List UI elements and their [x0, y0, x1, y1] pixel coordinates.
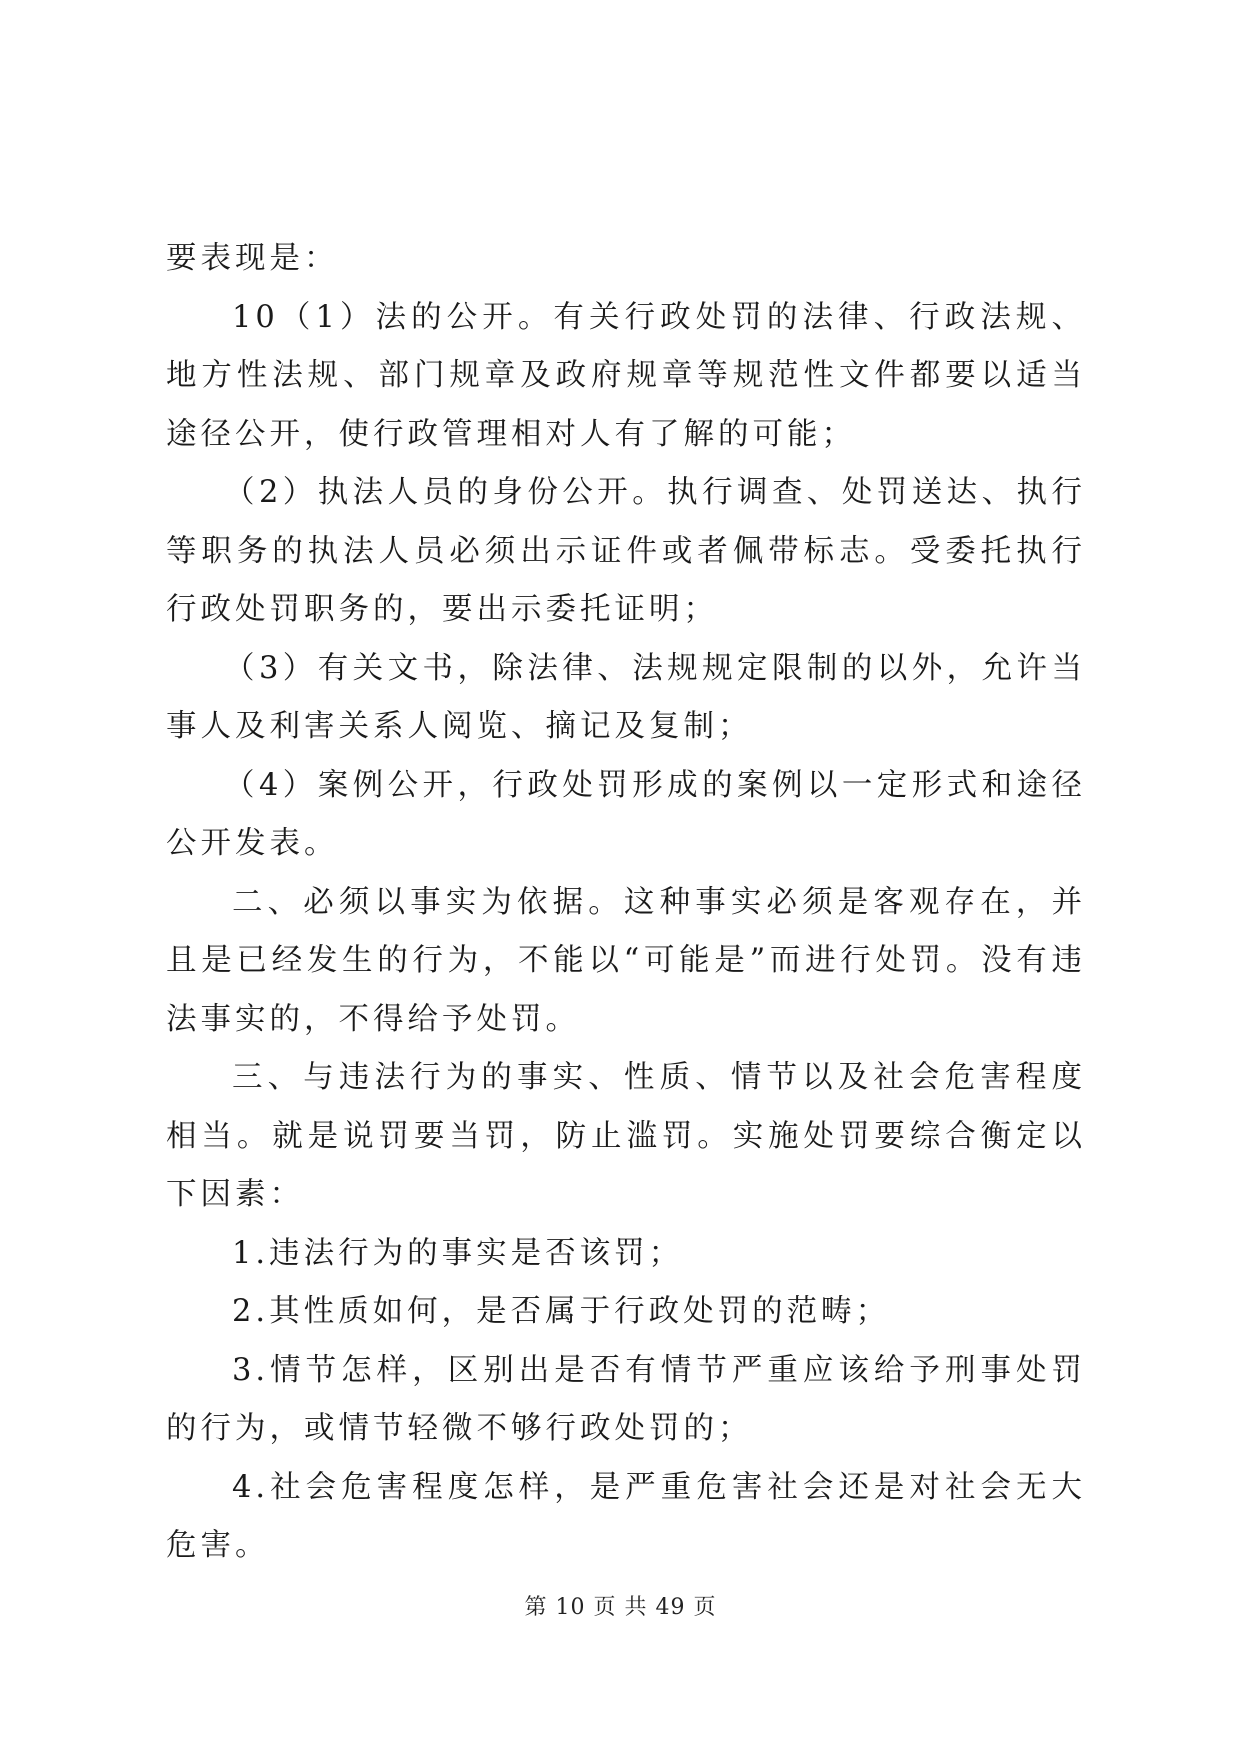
document-body: [166, 230, 1086, 1576]
paragraph-item-3: （3）有关文书，除法律、法规规定限制的以外，允许当事人及利害关系人阅览、摘记及复制；: [166, 650, 1086, 744]
paragraph-factor-4: 4.社会危害程度怎样，是严重危害社会还是对社会无大危害。: [166, 1469, 1086, 1563]
paragraph-factor-1: 1.违法行为的事实是否该罚；: [232, 1235, 684, 1271]
paragraph-item-4: （4）案例公开，行政处罚形成的案例以一定形式和途径公开发表。: [166, 767, 1086, 861]
paragraph-section-3: 三、与违法行为的事实、性质、情节以及社会危害程度相当。就是说罚要当罚，防止滥罚。实施处罚要综合衡定以下因素：: [166, 1060, 1086, 1212]
paragraph-factor-3: 3.情节怎样，区别出是否有情节严重应该给予刑事处罚的行为，或情节轻微不够行政处罚的；: [166, 1352, 1086, 1446]
paragraph-item-2: （2）执法人员的身份公开。执行调查、处罚送达、执行等职务的执法人员必须出示证件或者佩带标志。受委托执行行政处罚职务的，要出示委托证明；: [166, 475, 1086, 627]
paragraph-intro: 要表现是：: [166, 241, 339, 276]
paragraph-section-2: 二、必须以事实为依据。这种事实必须是客观存在，并且是已经发生的行为，不能以“可能是”而进行处罚。没有违法事实的，不得给予处罚。: [166, 884, 1086, 1037]
paragraph-factor-2: 2.其性质如何，是否属于行政处罚的范畴；: [232, 1294, 891, 1329]
page-number-footer: 第 10 页 共 49 页: [524, 1595, 717, 1620]
paragraph-item-1: 10（1）法的公开。有关行政处罚的法律、行政法规、地方性法规、部门规章及政府规章等规范性文件都要以适当途径公开，使行政管理相对人有了解的可能；: [166, 299, 1086, 452]
